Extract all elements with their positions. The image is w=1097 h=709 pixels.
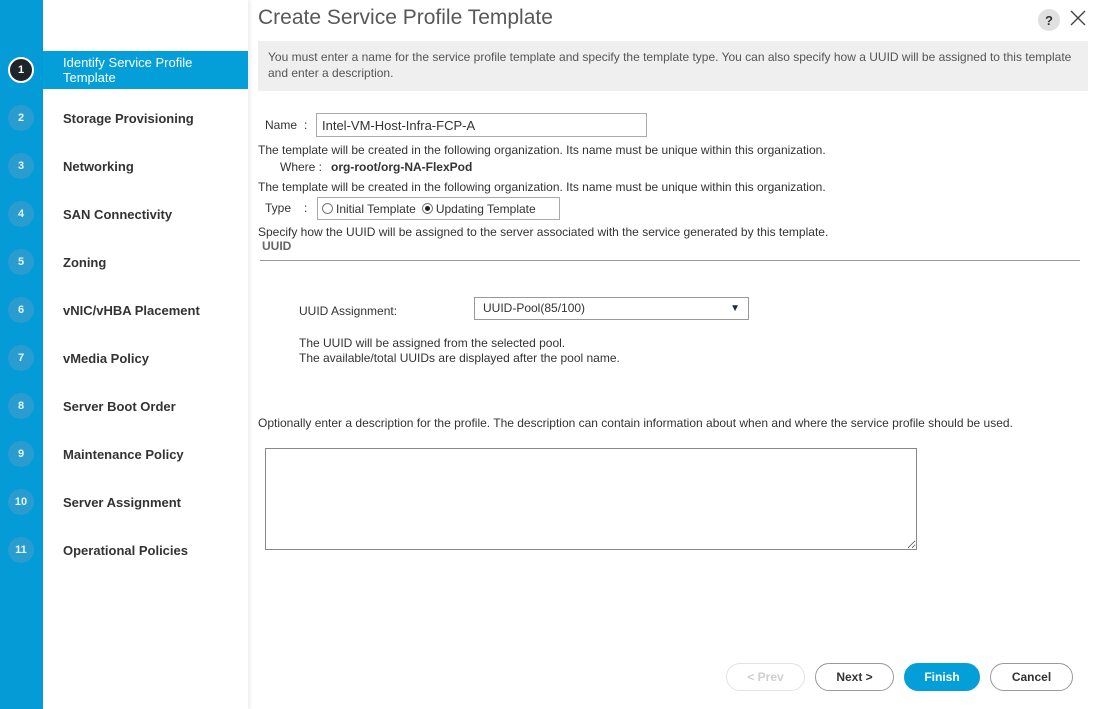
step-number-10: 10 [8, 489, 34, 515]
prev-button[interactable]: < Prev [726, 663, 805, 691]
type-label: Type [265, 201, 292, 215]
wizard-step-9[interactable]: Maintenance Policy [63, 446, 184, 462]
wizard-step-10[interactable]: Server Assignment [63, 494, 182, 510]
radio-label: Initial Template [336, 201, 416, 216]
step-number-6: 6 [8, 297, 34, 323]
step-number-8: 8 [8, 393, 34, 419]
close-icon[interactable] [1068, 8, 1088, 28]
org-note: The template will be created in the following organization. Its name must be unique within this organization. [258, 143, 826, 157]
wizard-step-2[interactable]: Storage Provisioning [63, 110, 194, 126]
name-label: Name [265, 118, 298, 132]
radio-button[interactable] [322, 203, 333, 214]
wizard-step-7[interactable]: vMedia Policy [63, 350, 149, 366]
org-note-repeat: The template will be created in the following organization. Its name must be unique within this organization. [258, 180, 826, 194]
wizard-step-8[interactable]: Server Boot Order [63, 398, 176, 414]
description-textarea[interactable] [265, 448, 917, 550]
uuid-assignment-label: UUID Assignment: [299, 304, 398, 318]
step-number-4: 4 [8, 201, 34, 227]
where-label: Where : [280, 160, 323, 174]
step-number-11: 11 [8, 537, 34, 563]
finish-button[interactable]: Finish [904, 663, 980, 691]
radio-initial-template[interactable] [320, 202, 416, 216]
where-value: org-root/org-NA-FlexPod [331, 160, 473, 174]
wizard-step-6[interactable]: vNIC/vHBA Placement [63, 302, 200, 318]
next-button[interactable]: Next > [815, 663, 894, 691]
uuid-note: Specify how the UUID will be assigned to the server associated with the service generated by this template. [258, 225, 829, 239]
step-number-9: 9 [8, 441, 34, 467]
radio-label: Updating Template [435, 201, 536, 216]
step-number-3: 3 [8, 153, 34, 179]
cancel-button[interactable]: Cancel [990, 663, 1073, 691]
type-colon: : [304, 201, 308, 215]
wizard-step-4[interactable]: SAN Connectivity [63, 206, 173, 222]
step-number-5: 5 [8, 249, 34, 275]
section-divider [260, 260, 1080, 261]
radio-updating-template[interactable] [420, 202, 536, 216]
step-number-1: 1 [8, 57, 34, 83]
step-number-2: 2 [8, 105, 34, 131]
name-input[interactable] [316, 113, 647, 137]
radio-button-selected[interactable] [422, 203, 433, 214]
wizard-step-11[interactable]: Operational Policies [63, 542, 188, 558]
type-radio-group [317, 197, 560, 220]
intro-text: You must enter a name for the service profile template and specify the template type. You can also specify how a UUID will be assigned to this template and enter a description. [258, 41, 1088, 91]
dropdown-arrow-icon[interactable]: ▼ [730, 303, 740, 314]
help-icon[interactable]: ? [1038, 9, 1060, 31]
name-colon: : [304, 118, 308, 132]
wizard-step-5[interactable]: Zoning [63, 254, 107, 270]
description-prompt: Optionally enter a description for the profile. The description can contain information about when and where the service profile should be used. [258, 416, 1013, 430]
uuid-assignment-value: UUID-Pool(85/100) [483, 301, 586, 315]
uuid-info-line-1: The UUID will be assigned from the selected pool. [299, 336, 566, 350]
uuid-assignment-select[interactable] [474, 297, 749, 320]
wizard-step-1[interactable]: Identify Service Profile Template [43, 51, 248, 89]
uuid-heading: UUID [262, 239, 292, 253]
step-number-7: 7 [8, 345, 34, 371]
dialog-title: Create Service Profile Template [258, 6, 553, 29]
wizard-step-3[interactable]: Networking [63, 158, 134, 174]
uuid-info-line-2: The available/total UUIDs are displayed after the pool name. [299, 351, 620, 365]
